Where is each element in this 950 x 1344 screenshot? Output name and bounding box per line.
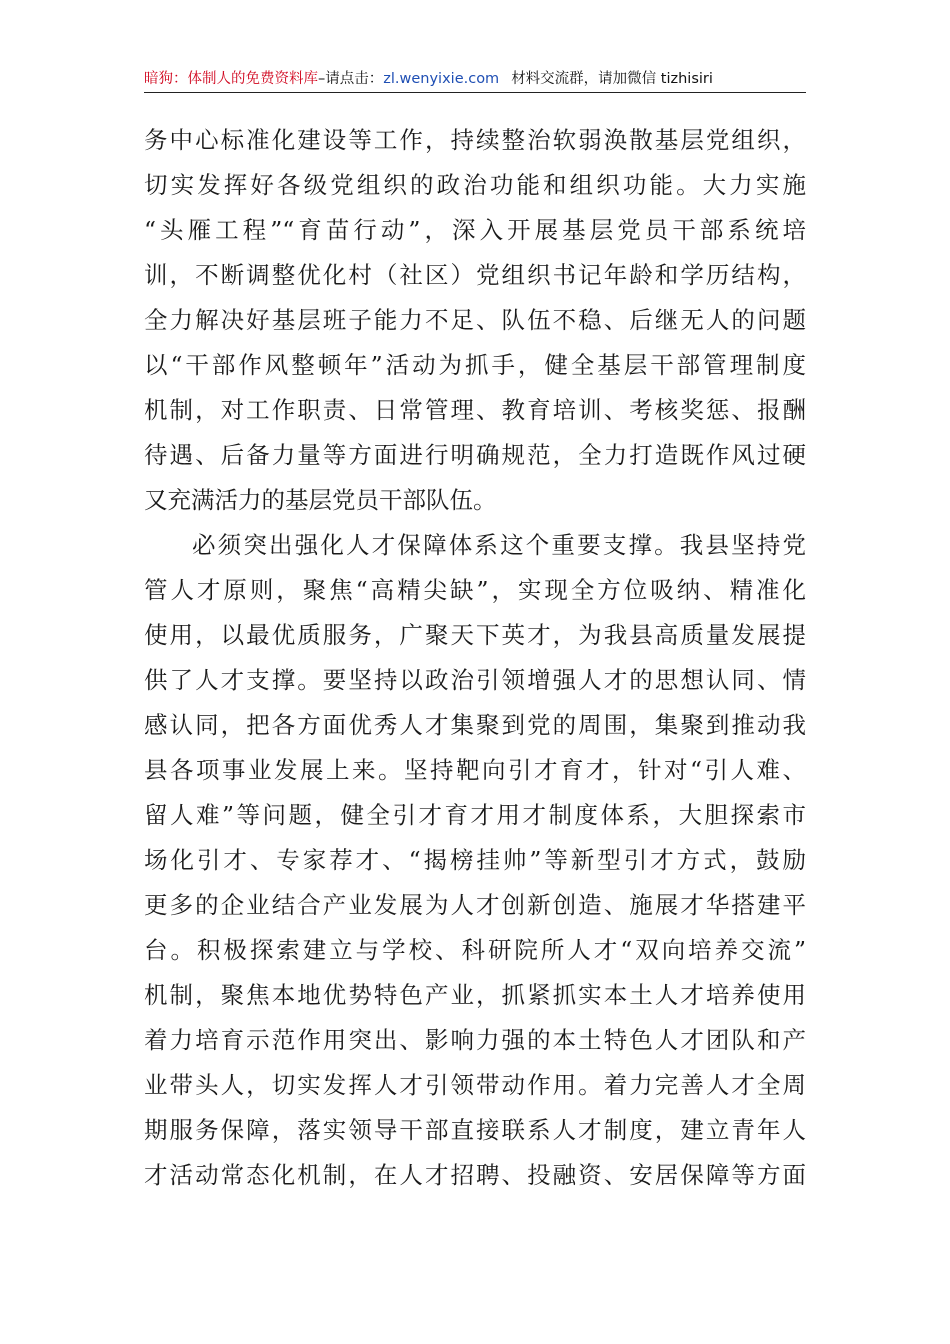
header-brand: 暗狗：体制人的免费资料库 bbox=[144, 71, 318, 87]
text-line: “头雁工程”“育苗行动”，深入开展基层党员干部系统培 bbox=[144, 216, 806, 244]
text-line: 机制，聚焦本地优势特色产业，抓紧抓实本土人才培养使用 bbox=[144, 981, 806, 1009]
paragraph-start-line: 必须突出强化人才保障体系这个重要支撑。我县坚持党 bbox=[192, 531, 806, 559]
text-line: 县各项事业发展上来。坚持靶向引才育才，针对“引人难、 bbox=[144, 756, 806, 784]
header-click-prefix: –请点击： bbox=[318, 71, 384, 87]
text-line: 台。积极探索建立与学校、科研院所人才“双向培养交流” bbox=[144, 936, 806, 964]
text-line: 训，不断调整优化村（社区）党组织书记年龄和学历结构， bbox=[144, 261, 806, 289]
text-line: 又充满活力的基层党员干部队伍。 bbox=[144, 486, 497, 514]
header-url-link[interactable]: zl.wenyixie.com bbox=[383, 71, 500, 87]
page-header bbox=[144, 66, 806, 93]
text-line: 感认同，把各方面优秀人才集聚到党的周围，集聚到推动我 bbox=[144, 711, 806, 739]
text-line: 切实发挥好各级党组织的政治功能和组织功能。大力实施 bbox=[144, 171, 806, 199]
text-line: 管人才原则，聚焦“高精尖缺”，实现全方位吸纳、精准化 bbox=[144, 576, 806, 604]
text-line: 业带头人，切实发挥人才引领带动作用。着力完善人才全周 bbox=[144, 1071, 806, 1099]
text-line: 留人难”等问题，健全引才育才用才制度体系，大胆探索市 bbox=[144, 801, 806, 829]
header-group-text: 材料交流群，请加微信 tizhisiri bbox=[511, 71, 713, 87]
text-line: 使用，以最优质服务，广聚天下英才，为我县高质量发展提 bbox=[144, 621, 806, 649]
text-line: 才活动常态化机制，在人才招聘、投融资、安居保障等方面 bbox=[144, 1161, 806, 1189]
text-line: 着力培育示范作用突出、影响力强的本土特色人才团队和产 bbox=[144, 1026, 806, 1054]
text-line: 场化引才、专家荐才、“揭榜挂帅”等新型引才方式，鼓励 bbox=[144, 846, 806, 874]
text-line: 供了人才支撑。要坚持以政治引领增强人才的思想认同、情 bbox=[144, 666, 806, 694]
text-line: 全力解决好基层班子能力不足、队伍不稳、后继无人的问题 bbox=[144, 306, 806, 334]
text-line: 以“干部作风整顿年”活动为抓手，健全基层干部管理制度 bbox=[144, 351, 806, 379]
text-line: 期服务保障，落实领导干部直接联系人才制度，建立青年人 bbox=[144, 1116, 806, 1144]
document-body bbox=[144, 118, 806, 1198]
text-line: 务中心标准化建设等工作，持续整治软弱涣散基层党组织， bbox=[144, 126, 806, 154]
text-line: 机制，对工作职责、日常管理、教育培训、考核奖惩、报酬 bbox=[144, 396, 806, 424]
text-line: 更多的企业结合产业发展为人才创新创造、施展才华搭建平 bbox=[144, 891, 806, 919]
text-line: 待遇、后备力量等方面进行明确规范，全力打造既作风过硬 bbox=[144, 441, 806, 469]
